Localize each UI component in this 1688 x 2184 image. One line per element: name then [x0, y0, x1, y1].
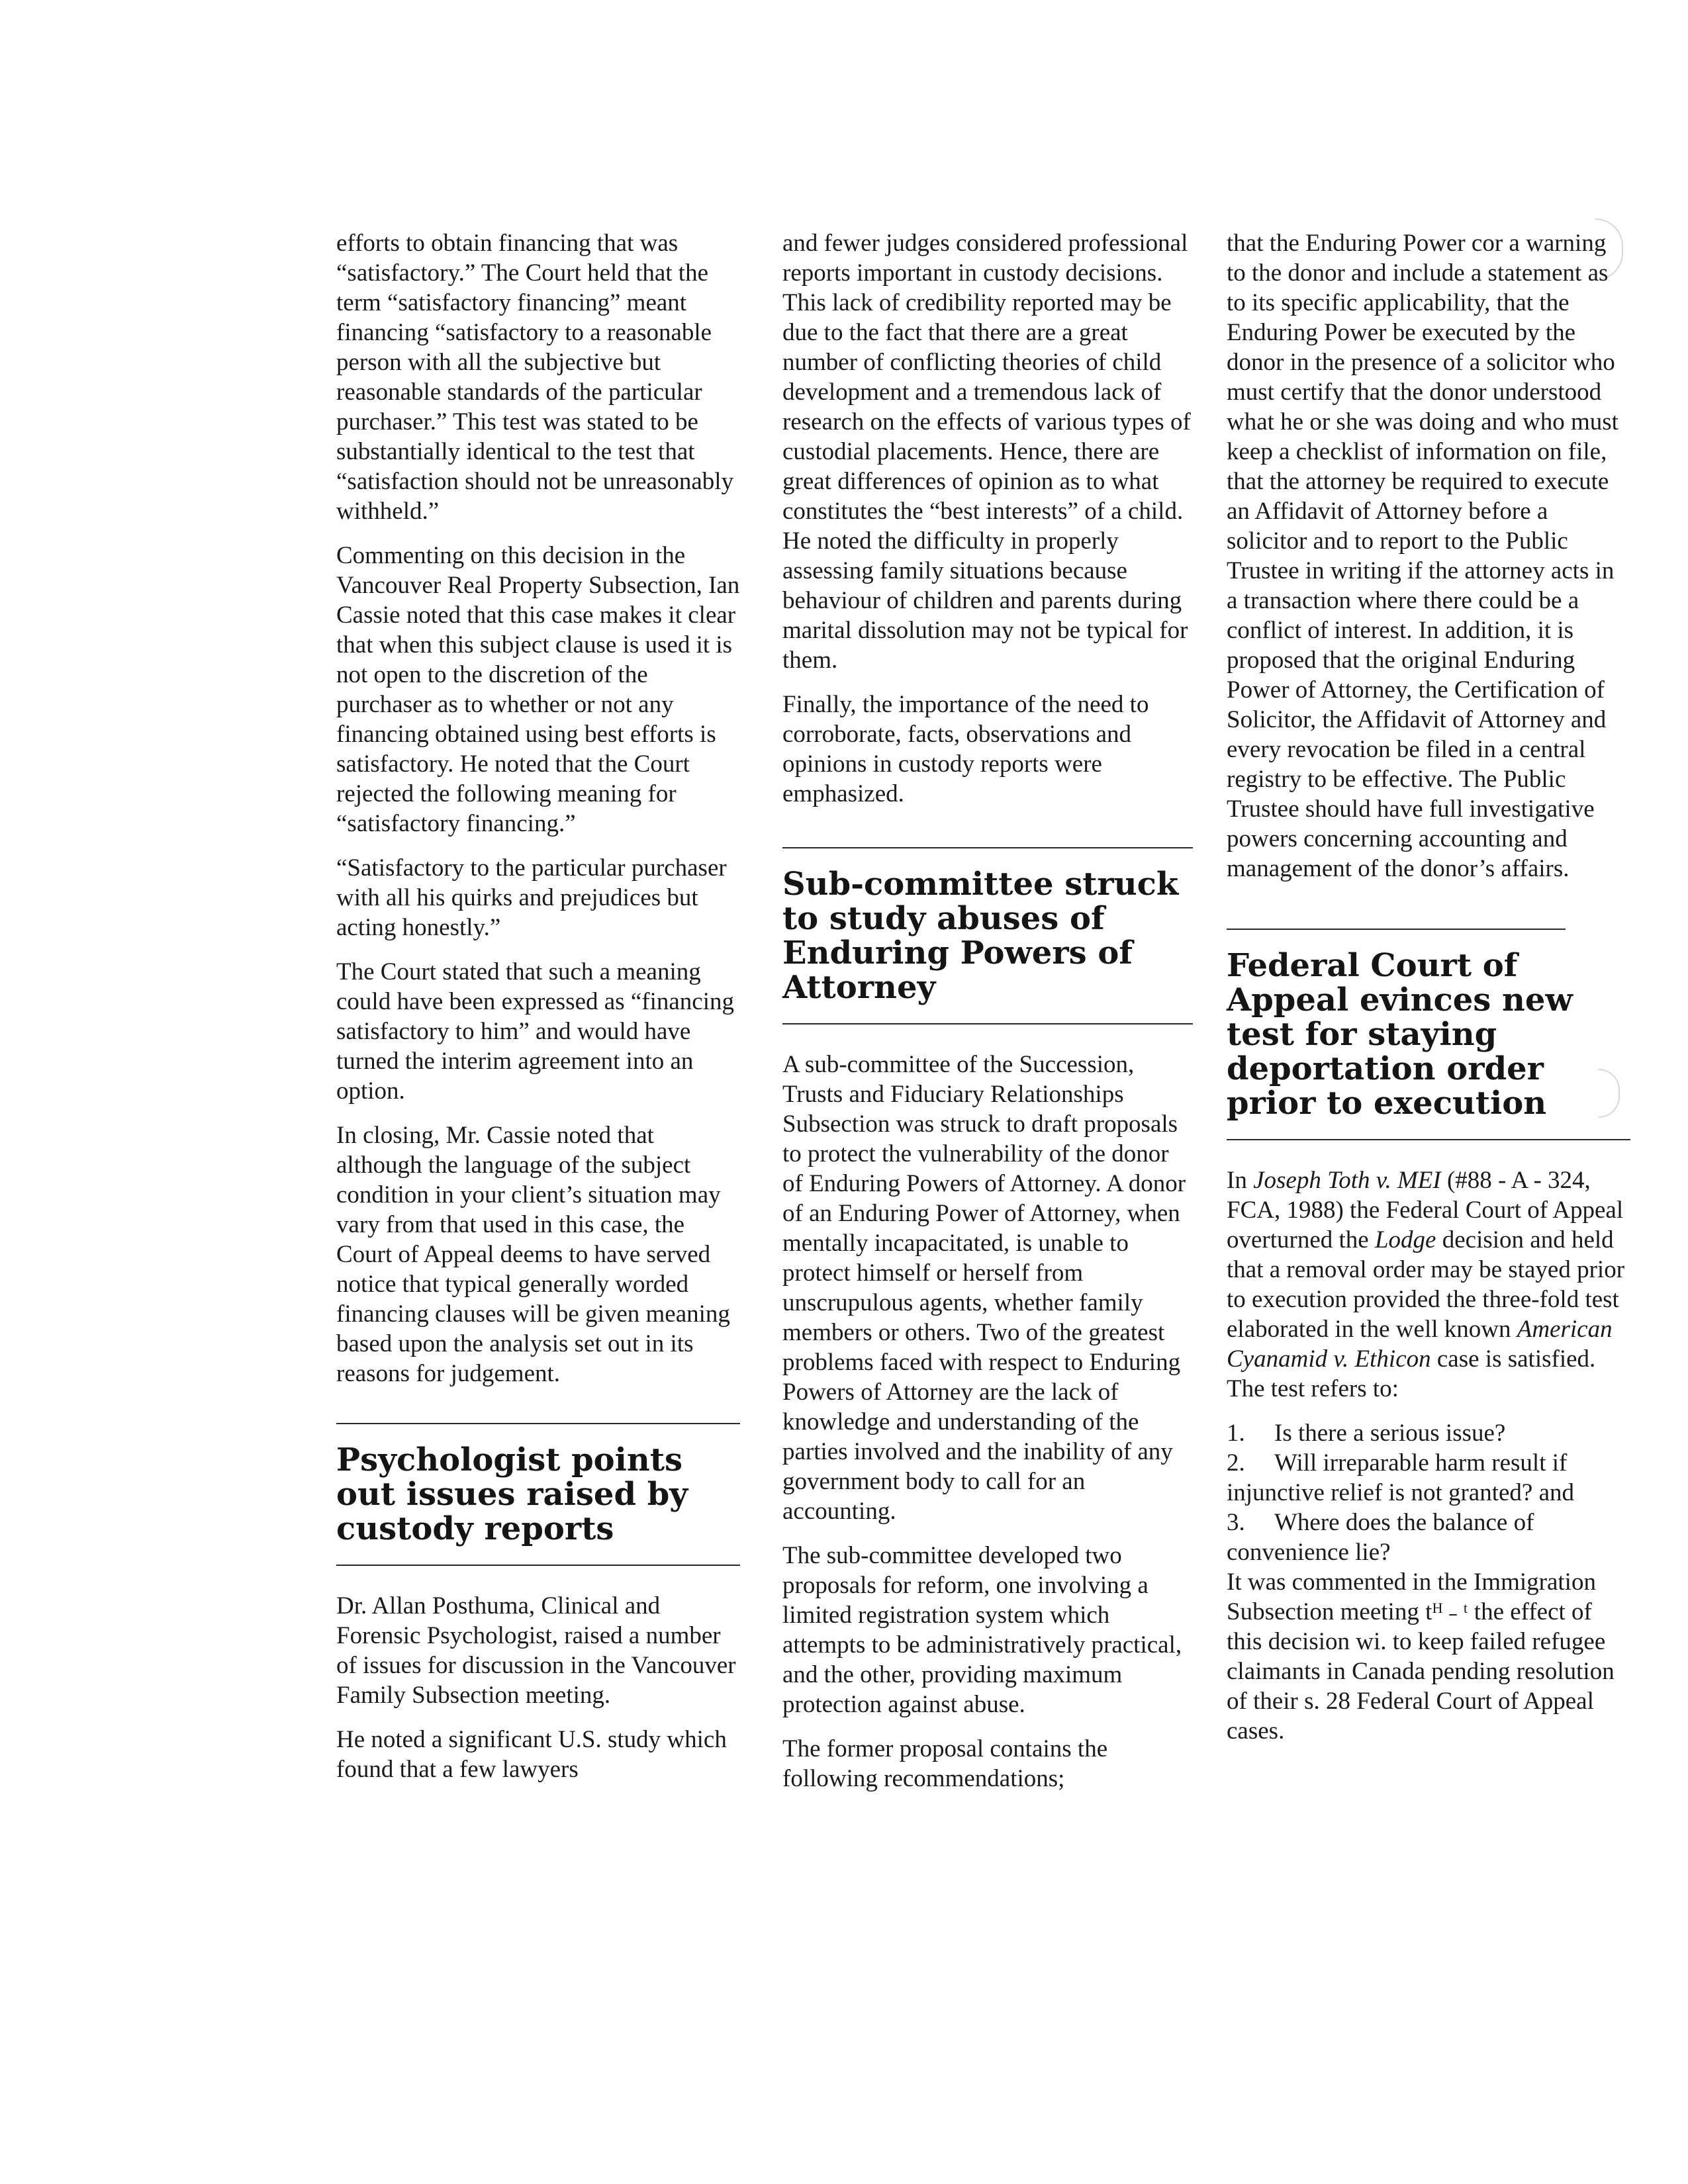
- paragraph: A sub-committee of the Succession, Trusts and Fiduciary Relationships Subsection was struck to draft proposals to protect the vulnerability of the donor of Enduring Powers of Attorney. A donor of an Enduring Power of Attorney, when mentally incapacitated, is unable to protect himself or herself from unscrupulous agents, whether family members or others. Two of the greatest problems faced with respect to Enduring Powers of Attorney are the lack of knowledge and understanding of the parties involved and the inability of any government body to call for an accounting.: [782, 1051, 1186, 1525]
- section-rule: [336, 1423, 740, 1424]
- paragraph: and fewer judges considered professional reports important in custody decisions. This lack of credibility reported may be due to the fact that there are a great number of conflicting theories of child development and a tremendous lack of research on the effects of various types of custodial placements. Hence, there are great differences of opinion as to what constitutes the “best interests” of a child. He noted the difficulty in properly assessing family situations because behaviour of children and parents during marital dissolution may not be typical for them.: [782, 230, 1191, 674]
- column-2: [782, 228, 1193, 1808]
- paragraph: Finally, the importance of the need to corroborate, facts, observations and opinions in custody reports were emphasized.: [782, 691, 1149, 807]
- paragraph: The sub-committee developed two proposals for reform, one involving a limited registration system which attempts to be administratively practical, and the other, providing maximum protection against abuse.: [782, 1542, 1182, 1718]
- case-name: Joseph Toth v. MEI: [1253, 1167, 1441, 1194]
- paragraph: He noted a significant U.S. study which found that a few lawyers: [336, 1726, 727, 1783]
- section-rule: [782, 1023, 1193, 1024]
- paragraph: In Joseph Toth v. MEI (#88 - A - 324, FCA, 1988) the Federal Court of Appeal overturned the Lodge decision and held that a removal order may be stayed prior to execution provided the three-fold test elaborated in the well known American Cyanamid v. Ethicon case is satisfied. The test refers to:: [1227, 1167, 1625, 1402]
- section-rule: [1227, 929, 1566, 930]
- section-heading-psychologist: Psychologist points out issues raised by custody reports: [336, 1441, 688, 1547]
- quotation: “Satisfactory to the particular purchaser with all his quirks and prejudices but acting honestly.”: [336, 854, 727, 941]
- list-item: 1. Is there a serious issue?: [1227, 1420, 1506, 1447]
- column-3: [1227, 228, 1630, 1760]
- paragraph: In closing, Mr. Cassie noted that although the language of the subject condition in your client’s situation may vary from that used in this case, the Court of Appeal deems to have served notice that typical generally worded financing clauses will be given meaning based upon the analysis set out in its reasons for judgement.: [336, 1122, 730, 1387]
- paragraph: Commenting on this decision in the Vancouver Real Property Subsection, Ian Cassie noted that this case makes it clear that when this subject clause is used it is not open to the discretion of the purchaser as to whether or not any financing obtained using best efforts is satisfactory. He noted that the Court rejected the following meaning for “satisfactory financing.”: [336, 542, 740, 837]
- paragraph: Dr. Allan Posthuma, Clinical and Forensic Psychologist, raised a number of issues for discussion in the Vancouver Family Subsection meeting.: [336, 1592, 736, 1709]
- paragraph: The former proposal contains the following recommendations;: [782, 1735, 1108, 1792]
- section-heading-federal-court: Federal Court of Appeal evinces new test for staying deportation order prior to execution: [1227, 947, 1573, 1122]
- list-item: 3. Where does the balance of convenience lie?: [1227, 1509, 1534, 1566]
- test-list: [1227, 1418, 1630, 1567]
- list-item: 2. Will irreparable harm result if injunctive relief is not granted? and: [1227, 1449, 1575, 1506]
- section-heading-sub-committee: Sub-committee struck to study abuses of Enduring Powers of Attorney: [782, 866, 1179, 1006]
- case-name: American Cyanamid v. Ethicon: [1227, 1316, 1613, 1373]
- section-rule: [782, 847, 1193, 848]
- paragraph: The Court stated that such a meaning could have been expressed as “financing satisfactory to him” and would have turned the interim agreement into an option.: [336, 958, 734, 1105]
- paragraph: It was commented in the Immigration Subsection meeting tᴴ ˗ ᵗ the effect of this decision wi. to keep failed refugee claimants in Canada pending resolution of their s. 28 Federal Court of Appeal cases.: [1227, 1569, 1615, 1745]
- paragraph: efforts to obtain financing that was “satisfactory.” The Court held that the term “satisfactory financing” meant financing “satisfactory to a reasonable person with all the subjective but reasonable standards of the particular purchaser.” This test was stated to be substantially identical to the test that “satisfaction should not be unreasonably withheld.”: [336, 230, 734, 525]
- paragraph: that the Enduring Power cor a warning to the donor and include a statement as to its specific applicability, that the Enduring Power be executed by the donor in the presence of a solicitor who must certify that the donor understood what he or she was doing and who must keep a checklist of information on file, that the attorney be required to execute an Affidavit of Attorney before a solicitor and to report to the Public Trustee in writing if the attorney acts in a transaction where there could be a conflict of interest. In addition, it is proposed that the original Enduring Power of Attorney, the Certification of Solicitor, the Affidavit of Attorney and every revocation be filed in a central registry to be effective. The Public Trustee should have full investigative powers concerning accounting and management of the donor’s affairs.: [1227, 230, 1618, 882]
- section-rule: [1227, 1139, 1630, 1140]
- case-name: Lodge: [1374, 1226, 1436, 1253]
- section-rule: [336, 1565, 740, 1566]
- column-1: [336, 228, 740, 1799]
